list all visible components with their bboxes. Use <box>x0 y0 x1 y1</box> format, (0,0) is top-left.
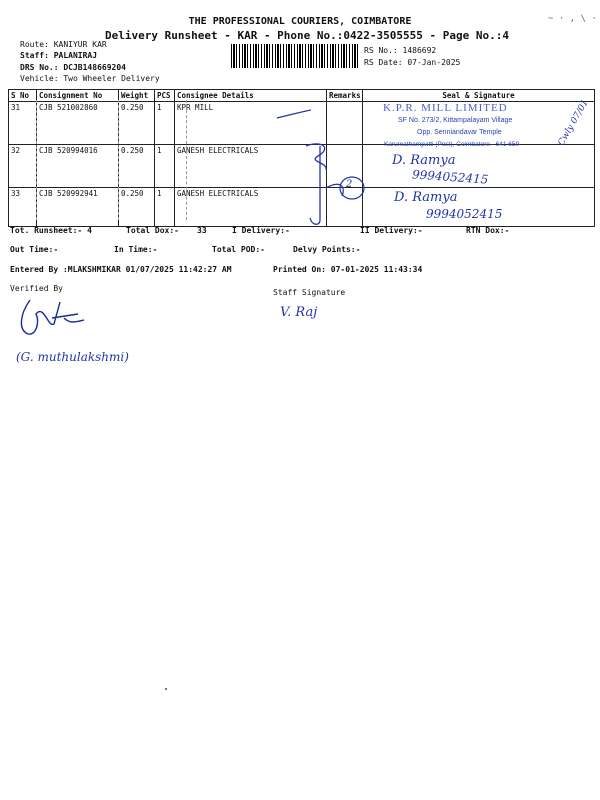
staff-signature: V. Raj <box>280 305 318 320</box>
row-weight: 0.250 <box>119 188 155 227</box>
corner-mark: ~ · , \ · <box>548 14 597 24</box>
in-time: In Time:- <box>114 245 158 254</box>
consignee-signature-mark <box>300 140 370 228</box>
signature-phone: 9994052415 <box>426 207 503 221</box>
rs-number: RS No.: 1486692 <box>364 46 437 55</box>
row-sno: 31 <box>9 102 37 145</box>
out-time: Out Time:- <box>10 245 59 254</box>
i-delivery: I Delivery:- <box>232 226 290 235</box>
runsheet-title: Delivery Runsheet - KAR - Phone No.:0422-3505555 - Page No.:4 <box>105 29 509 42</box>
rtn-dox: RTN Dox:- <box>466 226 510 235</box>
total-dox-value: 33 <box>197 226 207 235</box>
col-pcs: PCS <box>155 90 175 102</box>
table-header-row <box>9 90 595 102</box>
drs-number: DRS No.: DCJB148669204 <box>20 63 126 72</box>
row-consignee: GANESH ELECTRICALS <box>175 188 327 227</box>
total-runsheet: Tot. Runsheet:- 4 <box>10 226 92 235</box>
row-weight: 0.250 <box>119 145 155 188</box>
signature-name: D. Ramya <box>392 153 456 168</box>
entered-by: Entered By :MLAKSHMIKAR 01/07/2025 11:42:27 AM <box>10 265 232 274</box>
verifier-signature-mark <box>14 294 94 340</box>
col-consignee: Consignee Details <box>175 90 327 102</box>
stamp-address-line2: Opp. Senniandavar Temple <box>417 129 502 136</box>
row-remarks <box>327 102 363 145</box>
barcode <box>231 44 359 68</box>
stamp-company-name: K.P.R. MILL LIMITED <box>383 102 508 114</box>
row-consignment: CJB 521002860 <box>37 102 119 145</box>
ii-delivery: II Delivery:- <box>360 226 423 235</box>
company-name: THE PROFESSIONAL COURIERS, COIMBATORE <box>188 16 412 27</box>
route: Route: KANIYUR KAR <box>20 40 107 49</box>
signature-name: D. Ramya <box>394 190 458 205</box>
row-consignee: KPR MILL <box>175 102 327 145</box>
row-consignment: CJB 520992941 <box>37 188 119 227</box>
total-dox-label: Total Dox:- <box>126 226 179 235</box>
row-pcs: 1 <box>155 102 175 145</box>
scan-speck <box>165 688 167 690</box>
row-pcs: 1 <box>155 188 175 227</box>
row-sno: 33 <box>9 188 37 227</box>
column-divider <box>186 100 187 220</box>
verifier-name: (G. muthulakshmi) <box>16 350 129 364</box>
row-sno: 32 <box>9 145 37 188</box>
row-consignee: GANESH ELECTRICALS <box>175 145 327 188</box>
signature-phone: 9994052415 <box>411 167 489 187</box>
verified-by-label: Verified By <box>10 284 63 293</box>
col-seal-signature: Seal & Signature <box>363 90 595 102</box>
col-sno: S No <box>9 90 37 102</box>
staff: Staff: PALANIRAJ <box>20 51 98 60</box>
col-remarks: Remarks <box>327 90 363 102</box>
stamp-handwritten-sign: Cwly 07/01 <box>556 98 591 148</box>
row-weight: 0.250 <box>119 102 155 145</box>
column-divider <box>118 100 119 220</box>
delvy-points: Delvy Points:- <box>293 245 361 254</box>
staff-signature-label: Staff Signature <box>273 288 346 297</box>
row-pcs: 1 <box>155 145 175 188</box>
row1-tick-mark <box>275 108 315 120</box>
col-weight: Weight <box>119 90 155 102</box>
total-pod: Total POD:- <box>212 245 265 254</box>
circle-mark-number: 2 <box>346 179 353 190</box>
rs-date: RS Date: 07-Jan-2025 <box>364 58 461 67</box>
stamp-address-line1: SF No. 273/2, Kittampalayam Village <box>398 117 513 124</box>
column-divider <box>36 100 37 220</box>
vehicle: Vehicle: Two Wheeler Delivery <box>20 74 160 83</box>
printed-on: Printed On: 07-01-2025 11:43:34 <box>273 265 423 274</box>
row-consignment: CJB 520994016 <box>37 145 119 188</box>
stamp-address-line3: Karumathampatti (Post), Coimbatore - 641 659 <box>384 141 520 148</box>
col-consignment: Consignment No <box>37 90 119 102</box>
